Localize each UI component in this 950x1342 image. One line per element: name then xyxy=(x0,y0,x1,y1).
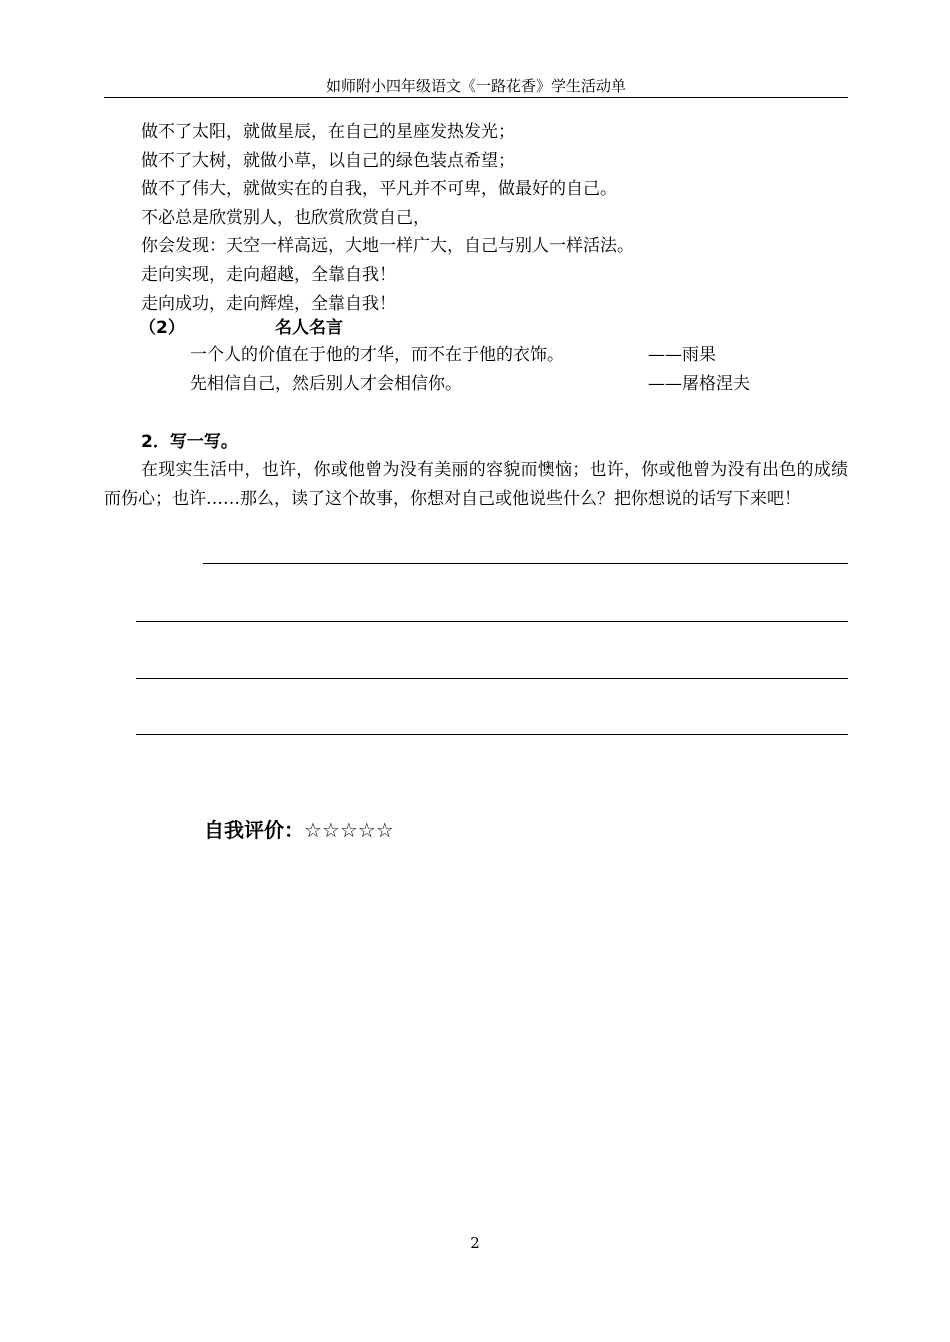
quotes-section-heading xyxy=(139,317,343,339)
poem-line: 你会发现：天空一样高远，大地一样广大，自己与别人一样活法。 xyxy=(141,236,634,257)
quote-author: ——屠格涅夫 xyxy=(648,374,750,394)
quote-text: 先相信自己，然后别人才会相信你。 xyxy=(190,374,462,394)
self-evaluation-label: 自我评价： xyxy=(204,818,304,842)
writing-task-title: 2．写一写。 xyxy=(141,432,238,452)
self-evaluation xyxy=(204,816,394,844)
poem-line: 做不了太阳，就做星辰，在自己的星座发热发光； xyxy=(141,122,515,142)
quote-item xyxy=(190,372,750,396)
poem-line: 不必总是欣赏别人，也欣赏欣赏自己， xyxy=(141,207,430,228)
poem-line: 走向实现，走向超越，全靠自我！ xyxy=(141,264,396,285)
quote-author: ——雨果 xyxy=(648,345,716,365)
quote-text: 一个人的价值在于他的才华，而不在于他的衣饰。 xyxy=(190,345,564,365)
answer-line[interactable] xyxy=(136,621,848,622)
section-number: （2） xyxy=(139,318,185,338)
poem-block xyxy=(141,118,841,318)
page-header-title: 如师附小四年级语文《一路花香》学生活动单 xyxy=(325,77,626,95)
poem-line: 走向成功，走向辉煌，全靠自我！ xyxy=(141,293,396,314)
answer-line[interactable] xyxy=(136,734,848,735)
poem-line: 做不了大树，就做小草，以自己的绿色装点希望； xyxy=(141,150,515,171)
quote-item xyxy=(190,343,716,367)
answer-line[interactable] xyxy=(203,563,848,564)
writing-task-body: 在现实生活中，也许，你或他曾为没有美丽的容貌而懊恼；也许，你或他曾为没有出色的成绩而伤心；也许……那么，读了这个故事，你想对自己或他说些什么？把你想说的话写下来吧！ xyxy=(104,460,848,509)
answer-line[interactable] xyxy=(136,678,848,679)
star-rating[interactable]: ☆☆☆☆☆ xyxy=(304,818,394,842)
header-divider xyxy=(104,97,848,98)
section-title: 名人名言 xyxy=(275,318,343,338)
poem-line: 做不了伟大，就做实在的自我，平凡并不可卑，做最好的自己。 xyxy=(141,179,617,200)
page-number: 2 xyxy=(470,1234,480,1252)
